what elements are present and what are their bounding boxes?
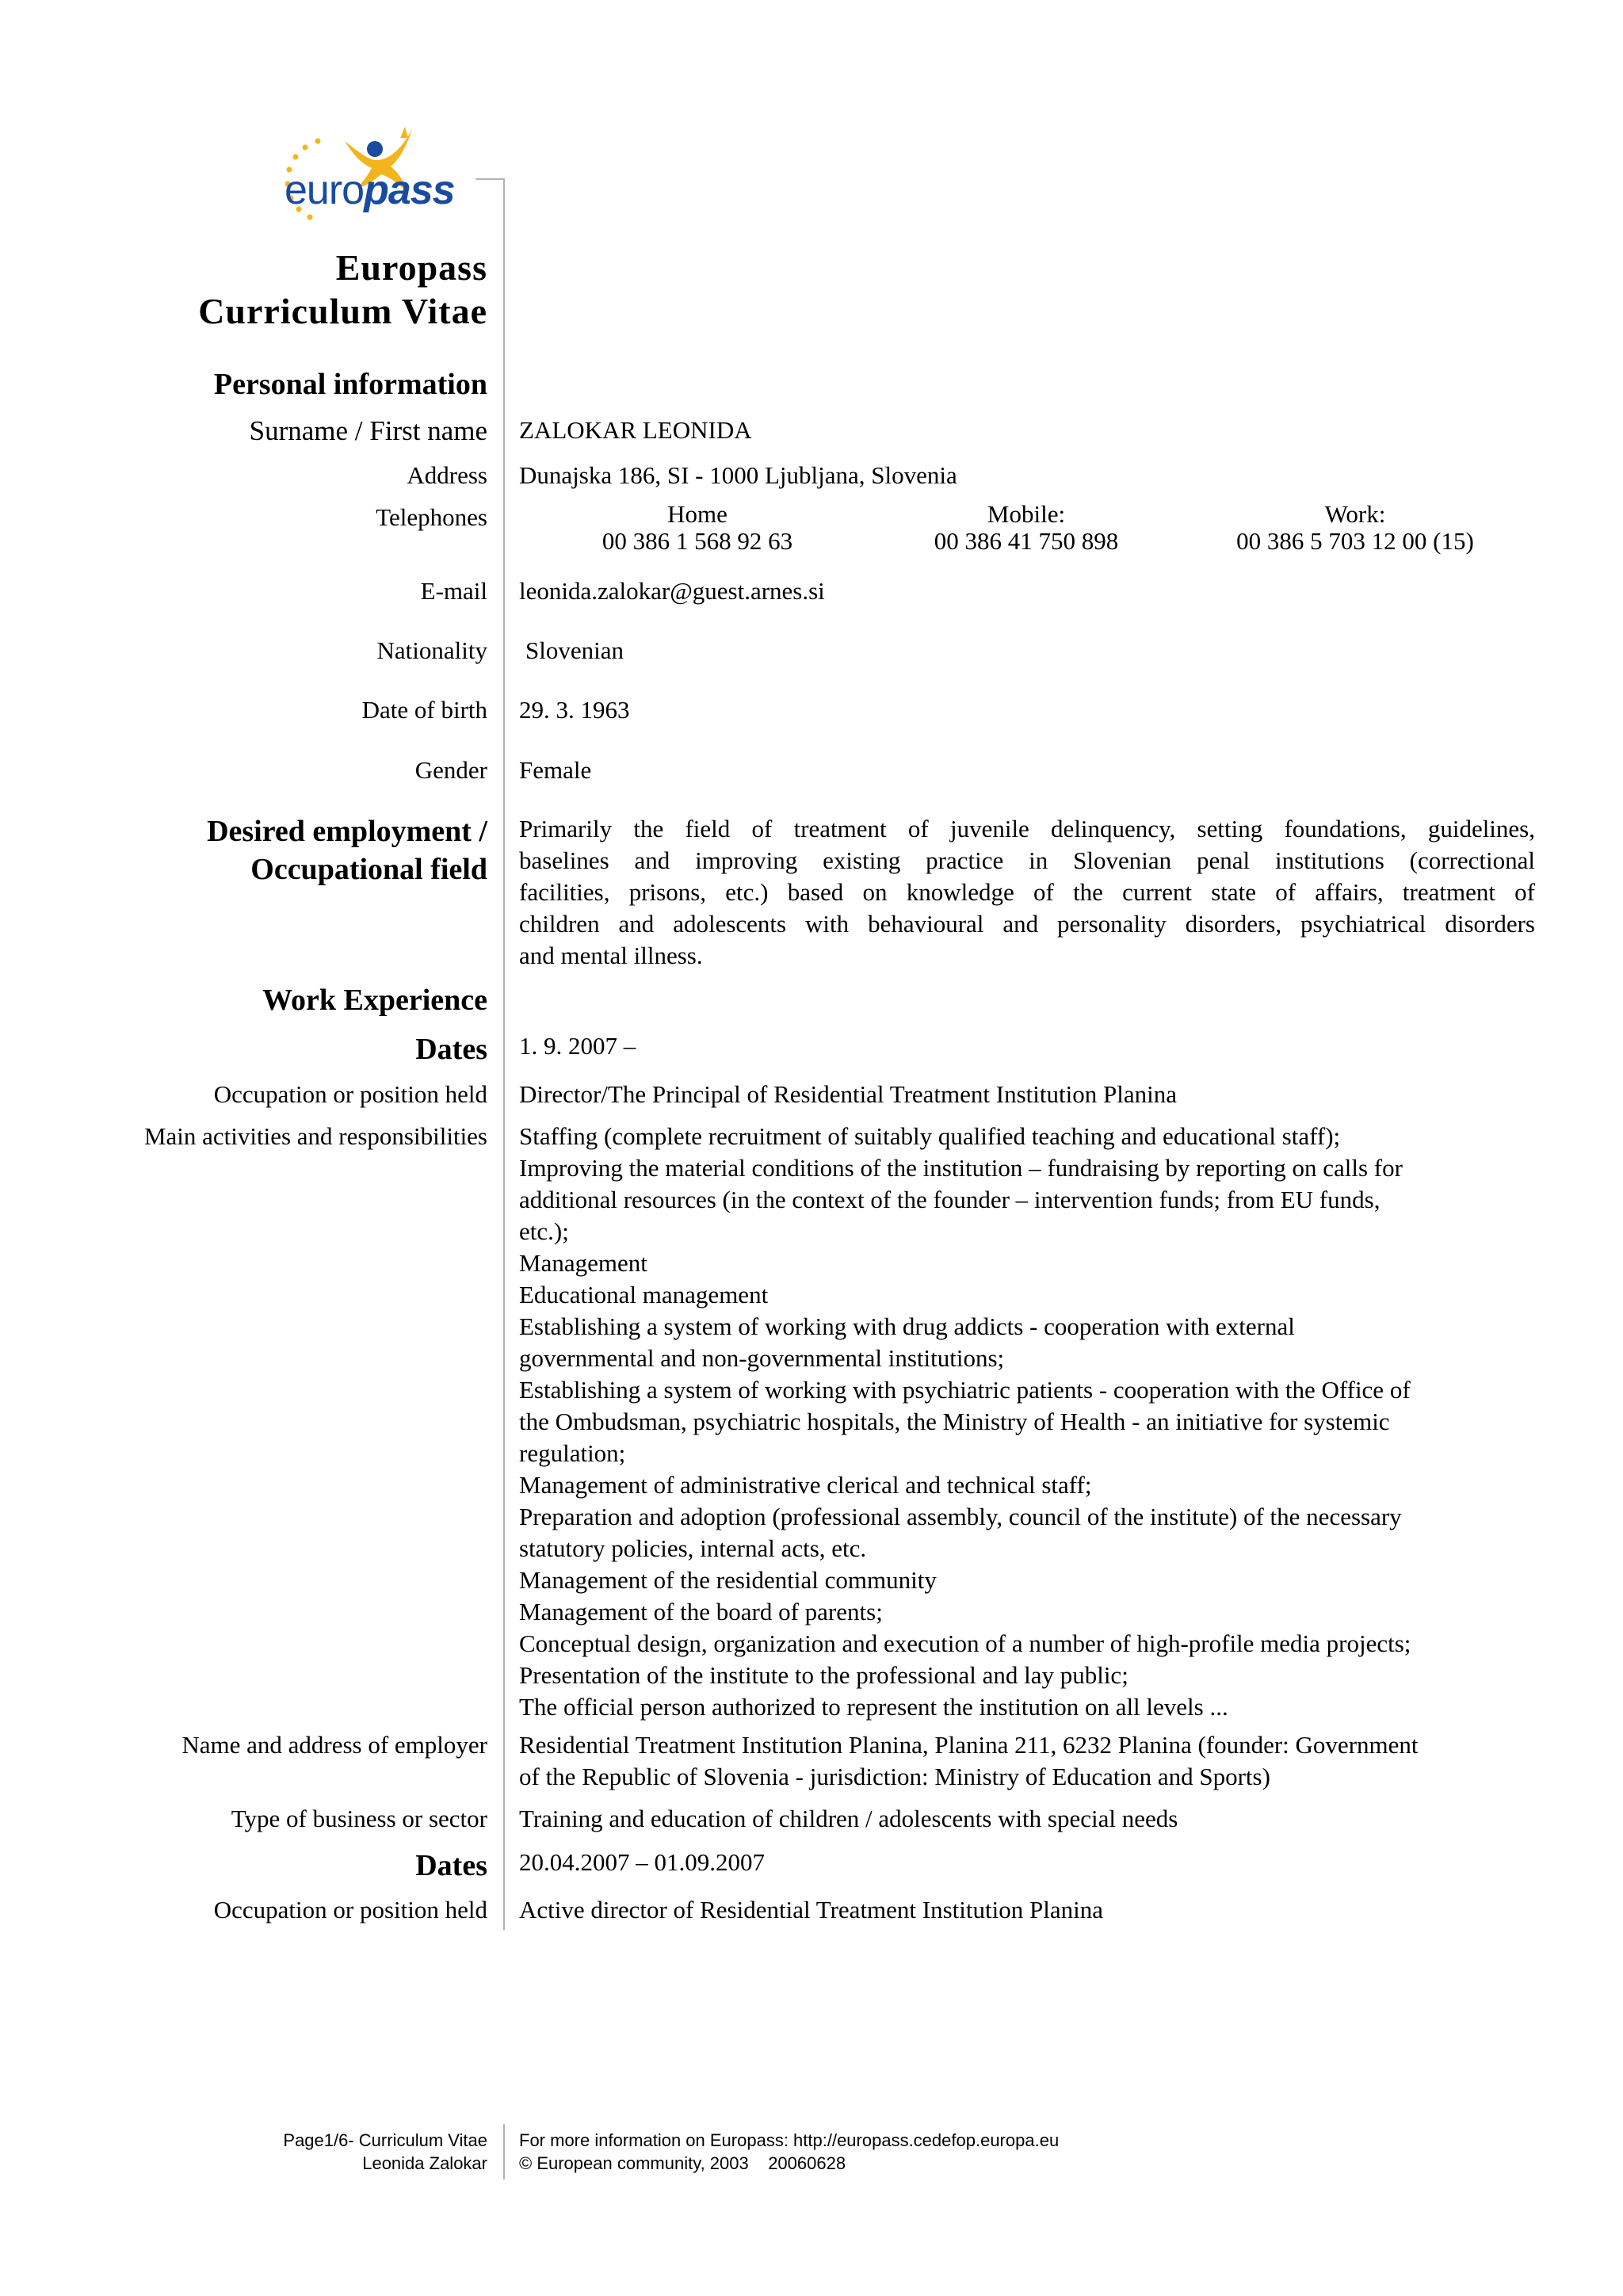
- activity-line: the Ombudsman, psychiatric hospitals, the Ministry of Health - an initiative for systemic: [519, 1408, 1390, 1435]
- footer-copyright: © European community, 2003 20060628: [519, 2153, 846, 2173]
- entry1-occupation: Director/The Principal of Residential Treatment Institution Planina: [519, 1080, 1177, 1108]
- personal-info-heading: Personal information: [213, 368, 487, 401]
- activity-line: Conceptual design, organization and execution of a number of high-profile media projects;: [519, 1629, 1411, 1657]
- telephone-mobile-number: 00 386 41 750 898: [934, 527, 1119, 555]
- footer-europass-link[interactable]: For more information on Europass: http://europass.cedefop.europa.eu: [519, 2130, 1060, 2150]
- cv-title: [198, 246, 487, 333]
- address-label: Address: [407, 461, 487, 489]
- activity-line: etc.);: [519, 1217, 569, 1245]
- email-value[interactable]: leonida.zalokar@guest.arnes.si: [519, 577, 825, 605]
- entry1-dates: 1. 9. 2007 –: [519, 1032, 636, 1060]
- telephone-work-label: Work:: [1324, 500, 1386, 528]
- activities-label: Main activities and responsibilities: [143, 1122, 487, 1150]
- gender-value: Female: [519, 756, 592, 784]
- employer-line: Residential Treatment Institution Planina, Planina 211, 6232 Planina (founder: Government: [519, 1731, 1419, 1759]
- employer-line: of the Republic of Slovenia - jurisdiction: Ministry of Education and Sports): [519, 1763, 1270, 1790]
- name-label: Surname / First name: [249, 415, 487, 446]
- activity-line: regulation;: [519, 1439, 626, 1467]
- activity-line: additional resources (in the context of the founder – intervention funds; from EU funds,: [519, 1186, 1381, 1213]
- cv-title-line2: Curriculum Vitae: [198, 291, 487, 331]
- address-value: Dunajska 186, SI - 1000 Ljubljana, Slovenia: [519, 461, 957, 489]
- email-label: E-mail: [420, 577, 487, 605]
- europass-logo: [281, 119, 472, 222]
- dob-label: Date of birth: [361, 696, 487, 724]
- divider-top-tick: [475, 178, 504, 180]
- telephone-work: [1205, 501, 1506, 555]
- footer-divider: [503, 2124, 505, 2179]
- desired-line: baselines and improving existing practice in Slovenian penal institutions (correctional: [519, 846, 1535, 874]
- desired-last-line: and mental illness.: [519, 942, 703, 969]
- activity-line: statutory policies, internal acts, etc.: [519, 1534, 867, 1562]
- activity-line: Educational management: [519, 1281, 769, 1308]
- entry1-employer: [519, 1729, 1535, 1793]
- gender-label: Gender: [414, 756, 487, 784]
- telephone-mobile-label: Mobile:: [987, 500, 1066, 528]
- desired-employment-text: [519, 813, 1535, 940]
- desired-line: children and adolescents with behavioural and personality disorders, psychiatrical disorders: [519, 910, 1535, 938]
- occupation-label-2: Occupation or position held: [213, 1896, 487, 1924]
- desired-employment-heading-line1: Desired employment /: [207, 815, 487, 848]
- nationality-value: Slovenian: [525, 636, 624, 664]
- telephone-home-label: Home: [667, 500, 727, 528]
- activity-line: Staffing (complete recruitment of suitably qualified teaching and educational staff);: [519, 1122, 1341, 1150]
- desired-employment-heading: [207, 812, 487, 888]
- telephone-work-number: 00 386 5 703 12 00 (15): [1236, 527, 1474, 555]
- footer-left: [283, 2129, 487, 2175]
- activity-line: Management: [519, 1249, 647, 1277]
- occupation-label: Occupation or position held: [213, 1080, 487, 1108]
- activity-line: Preparation and adoption (professional assembly, council of the institute) of the necessary: [519, 1503, 1402, 1530]
- desired-line: facilities, prisons, etc.) based on knowledge of the current state of affairs, treatment of: [519, 878, 1535, 906]
- dates-label-2: Dates: [415, 1849, 487, 1882]
- cv-title-line1: Europass: [335, 247, 487, 288]
- desired-employment-heading-line2: Occupational field: [250, 853, 487, 886]
- activity-line: Management of administrative clerical and technical staff;: [519, 1471, 1092, 1499]
- activity-line: Management of the residential community: [519, 1566, 937, 1594]
- employer-label: Name and address of employer: [181, 1731, 487, 1759]
- logo-word-euro: euro: [285, 167, 365, 213]
- dates-label: Dates: [415, 1033, 487, 1066]
- activity-line: governmental and non-governmental institutions;: [519, 1344, 1005, 1372]
- entry2-dates: 20.04.2007 – 01.09.2007: [519, 1848, 765, 1876]
- column-divider: [503, 178, 505, 1930]
- name-value: ZALOKAR LEONIDA: [519, 416, 752, 444]
- business-label: Type of business or sector: [231, 1805, 487, 1832]
- footer-page-info: Page1/6- Curriculum Vitae: [283, 2130, 487, 2150]
- work-experience-heading: Work Experience: [262, 984, 487, 1017]
- entry1-activities: [519, 1121, 1535, 1723]
- activity-line: Improving the material conditions of the institution – fundraising by reporting on calls for: [519, 1154, 1403, 1182]
- telephones-label: Telephones: [376, 503, 487, 531]
- activity-line: Establishing a system of working with psychiatric patients - cooperation with the Office of: [519, 1376, 1411, 1404]
- telephone-mobile: [911, 501, 1141, 555]
- entry1-business: Training and education of children / adolescents with special needs: [519, 1805, 1178, 1832]
- desired-line: Primarily the field of treatment of juvenile delinquency, setting foundations, guidelines,: [519, 815, 1535, 842]
- activity-line: Establishing a system of working with drug addicts - cooperation with external: [519, 1312, 1295, 1340]
- nationality-label: Nationality: [376, 636, 487, 664]
- logo-word-pass: pass: [364, 167, 455, 213]
- activity-line: Presentation of the institute to the professional and lay public;: [519, 1661, 1128, 1689]
- activity-line: The official person authorized to represent the institution on all levels ...: [519, 1693, 1228, 1721]
- dob-value: 29. 3. 1963: [519, 696, 630, 724]
- telephone-home-number: 00 386 1 568 92 63: [601, 527, 793, 555]
- footer-author: Leonida Zalokar: [362, 2153, 487, 2173]
- europass-wordmark: [285, 166, 455, 214]
- activity-line: Management of the board of parents;: [519, 1598, 883, 1626]
- entry2-occupation: Active director of Residential Treatment Institution Planina: [519, 1896, 1103, 1924]
- footer-right: [519, 2129, 1059, 2175]
- telephone-home: [586, 501, 808, 555]
